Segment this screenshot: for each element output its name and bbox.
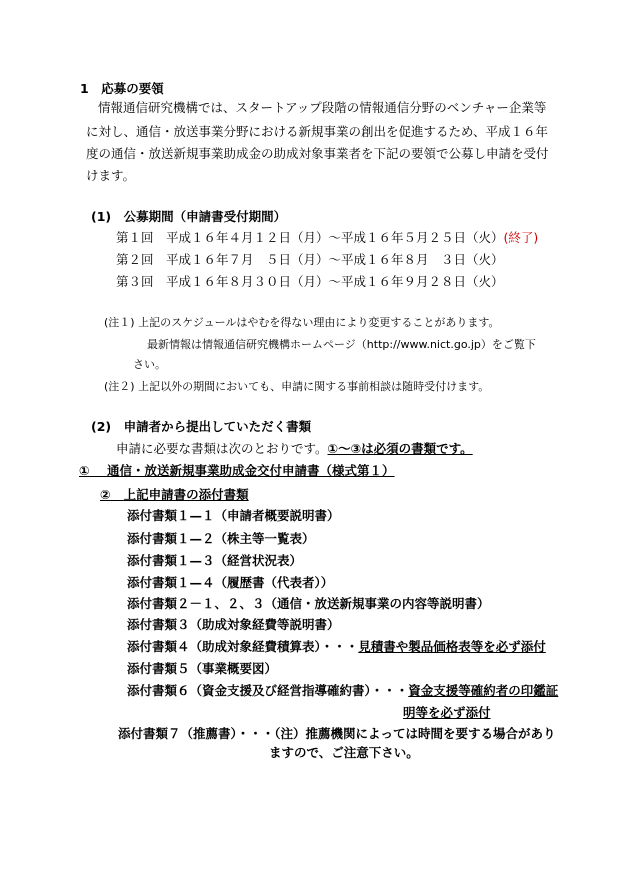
attachment-1-3: 添付書類１—３（経営状況表） (127, 553, 303, 568)
intro-line-3: 度の通信・放送新規事業助成金の助成対象事業者を下記の要領で公募し申請を受付 (86, 146, 549, 161)
note-2-text: 上記以外の期間においても、申請に関する事前相談は随時受付けます。 (138, 380, 490, 393)
item-2-label: 上記申請書の添付書類 (123, 487, 249, 502)
note-1-more-b: さい。 (133, 358, 166, 371)
item-2 (100, 487, 249, 503)
item-1 (79, 463, 395, 479)
attachment-1-4: 添付書類１—４（履歴書（代表者）） (127, 575, 334, 590)
note-1 (104, 315, 500, 331)
item-2-num: ② (100, 487, 111, 502)
period-round-1 (116, 230, 538, 246)
round-1-dates: 第１回 平成１６年４月１２日（月）～平成１６年５月２５日（火） (116, 230, 504, 245)
attachment-4-note: 見積書や製品価格表等を必ず添付 (358, 639, 546, 654)
attachment-7 (118, 726, 556, 742)
attachment-1-1: 添付書類１—１（申請者概要説明書） (127, 508, 340, 523)
attachment-6-note: 資金支援等確約者の印鑑証 (408, 683, 559, 698)
attachment-3: 添付書類３（助成対象経費等説明書） (127, 617, 340, 632)
attachment-5: 添付書類５（事業概要図） (127, 661, 278, 676)
attachment-6-cont: 明等を必ず添付 (403, 705, 491, 720)
attachment-6-label: 添付書類６（資金支援及び経営指導確約書）・・・ (127, 683, 409, 698)
intro-line-1: 情報通信研究機構では、スタートアップ段階の情報通信分野のベンチャー企業等 (98, 100, 547, 115)
note-1-text: 上記のスケジュールはやむを得ない理由により変更することがあります。 (138, 316, 500, 329)
item-1-label: 通信・放送新規事業助成金交付申請書（様式第１） (107, 463, 395, 478)
note-1-more-a: 最新情報は情報通信研究機構ホームページ（http://www.nict.go.jp）をご覧下 (147, 338, 536, 351)
section-heading: 1 応募の要領 (80, 81, 164, 96)
round-1-status: (終了) (503, 230, 539, 245)
item-1-num: ① (79, 463, 90, 478)
period-round-3: 第３回 平成１６年８月３０日（月）～平成１６年９月２８日（火） (116, 274, 504, 289)
attachment-4-label: 添付書類４（助成対象経費積算表）・・・ (127, 639, 359, 654)
attachment-1-2: 添付書類１—２（株主等一覧表） (127, 531, 315, 546)
note-1-label: (注１) (104, 316, 135, 329)
documents-intro-plain: 申請に必要な書類は次のとおりです。 (116, 441, 328, 456)
period-round-2: 第２回 平成１６年７月 ５日（月）～平成１６年８月 ３日（火） (116, 252, 504, 267)
attachment-2: 添付書類２－１、２、３（通信・放送新規事業の内容等説明書） (127, 596, 490, 611)
note-2-label: (注２) (104, 380, 135, 393)
intro-line-2: に対し、通信・放送事業分野における新規事業の創出を促進するため、平成１６年 (86, 124, 549, 139)
attachment-7-note: （注）推薦機関によっては時間を要する場合があり (274, 726, 556, 741)
attachment-7-label: 添付書類７（推薦書）・・・ (118, 726, 275, 741)
documents-intro (116, 441, 473, 457)
attachment-4 (127, 639, 546, 655)
attachment-7-cont: ますので、ご注意下さい。 (269, 745, 419, 760)
note-2 (104, 379, 489, 395)
period-heading: (1) 公募期間（申請書受付期間） (91, 209, 287, 224)
documents-heading: (2) 申請者から提出していただく書類 (91, 419, 312, 434)
intro-line-4: けます。 (86, 168, 136, 183)
documents-intro-emph: ①～③は必須の書類です。 (327, 441, 473, 456)
attachment-6 (127, 683, 558, 699)
